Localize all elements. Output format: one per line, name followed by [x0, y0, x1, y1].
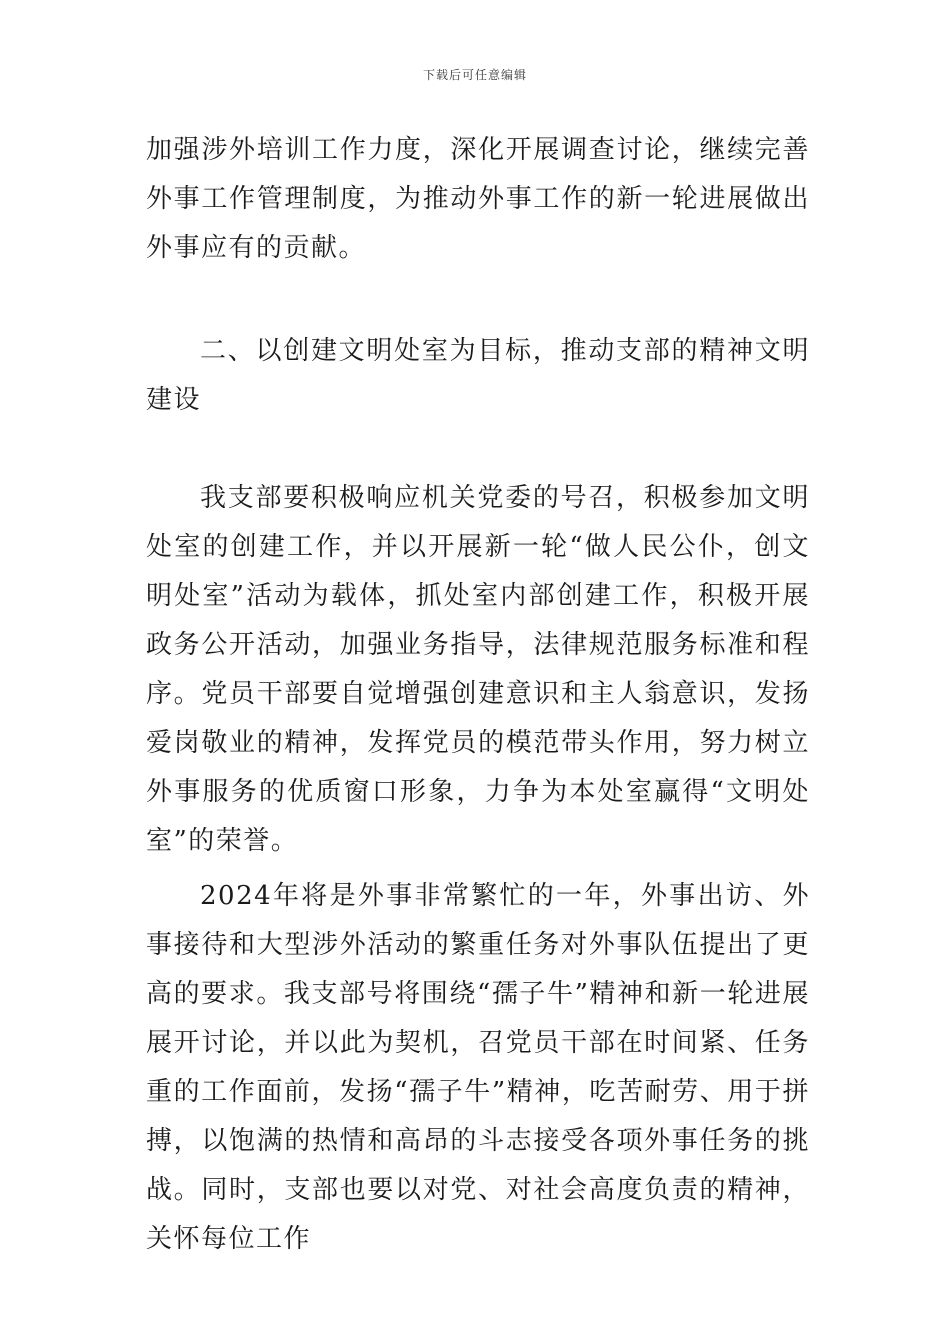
paragraph-civilization: 我支部要积极响应机关党委的号召，积极参加文明处室的创建工作，并以开展新一轮“做人民公仆，创文明处室”活动为载体，抓处室内部创建工作，积极开展政务公开活动，加强业务指导，法律规范服务标准和程序。党员干部要自觉增强创建意识和主人翁意识，发扬爱岗敬业的精神，发挥党员的模范带头作用，努力树立外事服务的优质窗口形象，力争为本处室赢得“文明处室”的荣誉。 [146, 483, 810, 856]
section-heading: 二、以创建文明处室为目标，推动支部的精神文明建设 [146, 336, 810, 415]
paragraph-continuation: 加强涉外培训工作力度，深化开展调查讨论，继续完善外事工作管理制度，为推动外事工作的新一轮进展做出外事应有的贡献。 [146, 135, 810, 263]
page-header-note: 下载后可任意编辑 [422, 68, 527, 82]
paragraph-2024: 2024年将是外事非常繁忙的一年，外事出访、外事接待和大型涉外活动的繁重任务对外事队伍提出了更高的要求。我支部号将围绕“孺子牛”精神和新一轮进展展开讨论，并以此为契机，召党员干部在时间紧、任务重的工作面前，发扬“孺子牛”精神，吃苦耐劳、用于拼搏，以饱满的热情和高昂的斗志接受各项外事任务的挑战。同时，支部也要以对党、对社会高度负责的精神，关怀每位工作 [146, 881, 810, 1254]
